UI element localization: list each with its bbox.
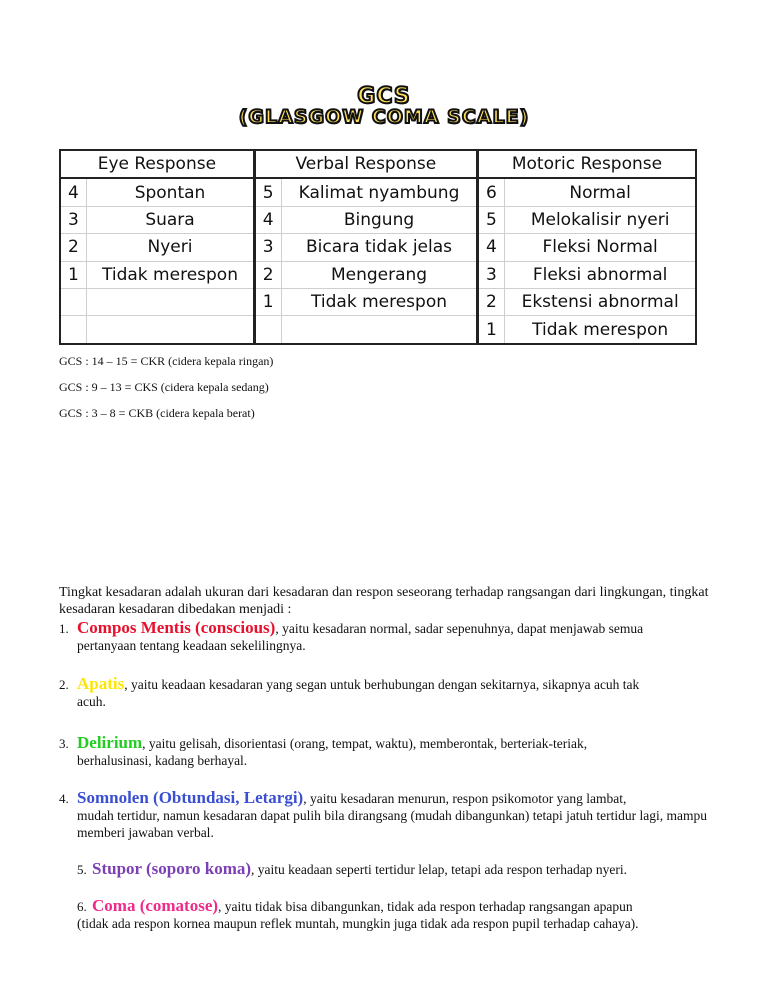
list-item-compos-mentis <box>59 619 709 654</box>
table-cell-score: 5 <box>254 178 281 206</box>
table-cell-description <box>87 316 254 344</box>
table-cell-description: Ekstensi abnormal <box>505 288 696 315</box>
list-item-coma <box>59 897 727 932</box>
term-description: , yaitu kesadaran menurun, respon psikomotor yang lambat, <box>303 791 627 806</box>
table-cell-score: 4 <box>60 178 87 206</box>
table-cell-description: Fleksi abnormal <box>505 261 696 288</box>
table-cell-score: 1 <box>60 261 87 288</box>
table-cell-score: 4 <box>477 234 504 261</box>
table-cell-score: 2 <box>60 234 87 261</box>
table-cell-score: 3 <box>60 206 87 233</box>
table-cell-score: 3 <box>254 234 281 261</box>
table-cell-description: Mengerang <box>282 261 478 288</box>
term-description-continued: (tidak ada respon kornea maupun reflek muntah, mungkin juga tidak ada respon pupil terhadap cahaya). <box>77 916 639 931</box>
term-heading: Stupor (soporo koma) <box>92 859 252 878</box>
term-heading: Coma (comatose) <box>92 896 219 915</box>
list-number: 4. <box>59 791 69 806</box>
list-number: 3. <box>59 736 69 751</box>
table-cell-description: Normal <box>505 178 696 206</box>
table-cell-description: Kalimat nyambung <box>282 178 478 206</box>
table-cell-description: Suara <box>87 206 254 233</box>
title-gcs: GCS <box>357 84 411 109</box>
table-cell-score <box>254 316 281 344</box>
gcs-range-ckb: GCS : 3 – 8 = CKB (cidera kepala berat) <box>59 406 255 420</box>
table-cell-description: Melokalisir nyeri <box>505 206 696 233</box>
list-item-delirium <box>59 734 709 769</box>
list-number: 5. <box>77 862 87 877</box>
table-cell-description: Bicara tidak jelas <box>282 234 478 261</box>
table-cell-description: Spontan <box>87 178 254 206</box>
header-verbal-response: Verbal Response <box>254 150 477 178</box>
table-row <box>60 316 696 344</box>
table-cell-description <box>282 316 478 344</box>
table-cell-score: 3 <box>477 261 504 288</box>
term-heading: Compos Mentis (conscious) <box>77 618 276 637</box>
table-cell-description: Fleksi Normal <box>505 234 696 261</box>
table-header-row <box>60 150 696 178</box>
table-row <box>60 261 696 288</box>
list-number: 6. <box>77 899 87 914</box>
table-cell-score: 2 <box>477 288 504 315</box>
table-cell-description: Tidak merespon <box>282 288 478 315</box>
table-row <box>60 178 696 206</box>
table-cell-score: 5 <box>477 206 504 233</box>
term-heading: Somnolen (Obtundasi, Letargi) <box>77 788 304 807</box>
term-description-continued: berhalusinasi, kadang berhayal. <box>77 753 248 768</box>
table-cell-score: 1 <box>254 288 281 315</box>
gcs-range-ckr: GCS : 14 – 15 = CKR (cidera kepala ringan) <box>59 354 274 368</box>
term-description-continued: mudah tertidur, namun kesadaran dapat pulih bila dirangsang (mudah dibangunkan) tetapi jatuh tertidur lagi, mampu memberi jawaban verbal. <box>77 808 708 840</box>
table-cell-description: Tidak merespon <box>505 316 696 344</box>
term-description: , yaitu keadaan seperti tertidur lelap, tetapi ada respon terhadap nyeri. <box>251 862 627 877</box>
term-description-continued: pertanyaan tentang keadaan sekelilingnya. <box>77 638 306 653</box>
term-description-continued: acuh. <box>77 694 106 709</box>
table-cell-score: 1 <box>477 316 504 344</box>
term-description: , yaitu kesadaran normal, sadar sepenuhnya, dapat menjawab semua <box>275 621 644 636</box>
table-cell-score: 4 <box>254 206 281 233</box>
header-motoric-response: Motoric Response <box>477 150 696 178</box>
table-cell-description <box>87 288 254 315</box>
table-row <box>60 206 696 233</box>
title-glasgow-coma-scale: (GLASGOW COMA SCALE) <box>238 106 530 128</box>
table-cell-description: Bingung <box>282 206 478 233</box>
term-description: , yaitu gelisah, disorientasi (orang, tempat, waktu), memberontak, berteriak-teriak, <box>142 736 588 751</box>
list-number: 2. <box>59 677 69 692</box>
list-item-somnolen <box>59 789 709 841</box>
table-cell-score <box>60 288 87 315</box>
gcs-range-cks: GCS : 9 – 13 = CKS (cidera kepala sedang) <box>59 380 269 394</box>
list-item-apatis <box>59 675 709 710</box>
list-item-stupor <box>59 860 727 878</box>
table-cell-score: 2 <box>254 261 281 288</box>
table-cell-score: 6 <box>477 178 504 206</box>
term-heading: Apatis <box>77 674 125 693</box>
intro-paragraph: Tingkat kesadaran adalah ukuran dari kesadaran dan respon seseorang terhadap rangsangan dari lingkungan, tingkat kesadaran kesadaran dibedakan menjadi : <box>59 585 709 617</box>
table-cell-description: Nyeri <box>87 234 254 261</box>
list-number: 1. <box>59 621 69 636</box>
term-description: , yaitu keadaan kesadaran yang segan untuk berhubungan dengan sekitarnya, sikapnya acuh tak <box>124 677 640 692</box>
term-heading: Delirium <box>77 733 143 752</box>
gcs-table <box>59 149 697 345</box>
table-cell-score <box>60 316 87 344</box>
table-row <box>60 234 696 261</box>
table-row <box>60 288 696 315</box>
header-eye-response: Eye Response <box>60 150 254 178</box>
table-cell-description: Tidak merespon <box>87 261 254 288</box>
term-description: , yaitu tidak bisa dibangunkan, tidak ada respon terhadap rangsangan apapun <box>218 899 633 914</box>
